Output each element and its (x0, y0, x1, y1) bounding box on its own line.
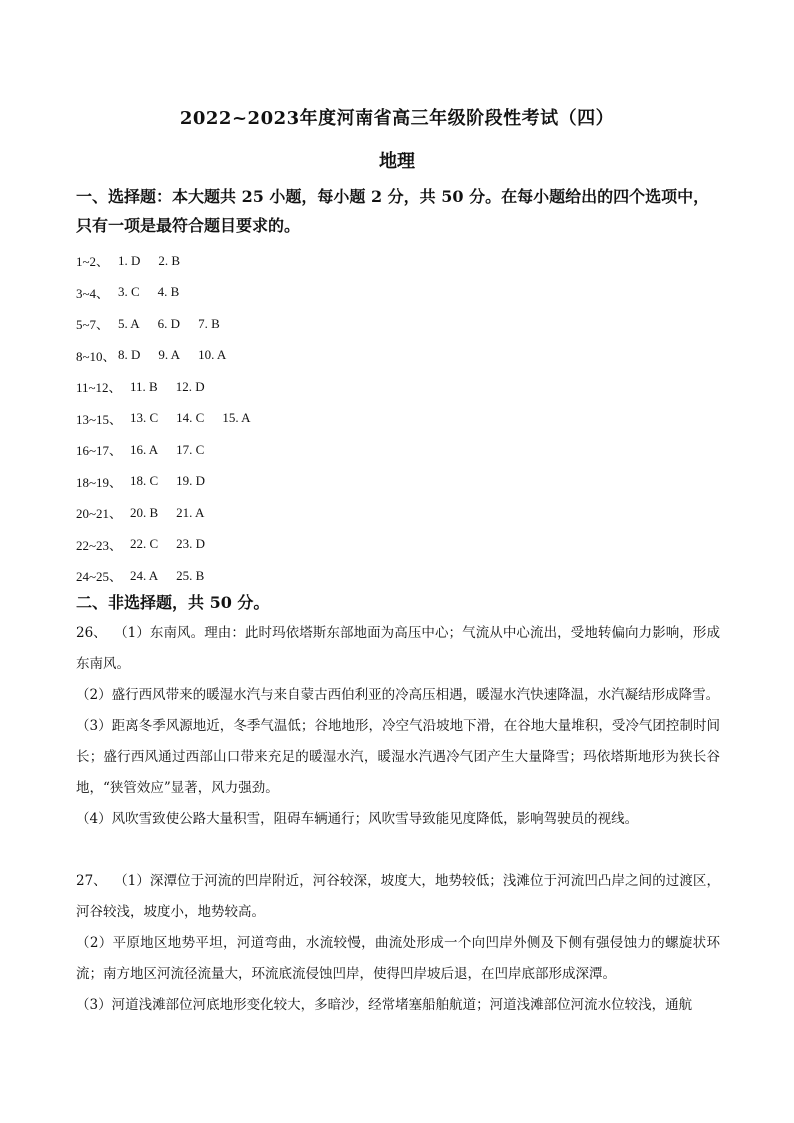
subject-heading: 地理 (379, 151, 415, 172)
question-27 (76, 866, 720, 1021)
q26-part1-text: （1）东南风。理由：此时玛依塔斯东部地面为高压中心；气流从中心流出，受地转偏向力影响，形成东南风。 (76, 625, 720, 672)
answer-item: 17. C (176, 441, 205, 457)
answer-row (76, 277, 476, 309)
answer-range: 8~10、 (76, 348, 116, 364)
q27-part3: （3）河道浅滩部位河底地形变化较大，多暗沙，经常堵塞船舶航道；河道浅滩部位河流水位较浅，通航 (76, 997, 693, 1013)
answer-row (76, 529, 476, 561)
answer-range: 5~7、 (76, 317, 110, 333)
answer-item: 25. B (176, 567, 205, 583)
q26-part1 (76, 618, 720, 680)
answer-row (76, 403, 476, 435)
answer-item: 23. D (176, 536, 206, 552)
answer-range: 20~21、 (76, 506, 123, 522)
answer-range: 16~17、 (76, 443, 123, 459)
answer-item: 5. A (118, 315, 140, 331)
answer-range: 11~12、 (76, 380, 122, 396)
answer-row (76, 560, 476, 592)
answer-item: 1. D (118, 252, 141, 268)
answer-item: 2. B (158, 252, 181, 268)
q26-part4: （4）风吹雪致使公路大量积雪，阻碍车辆通行；风吹雪导致能见度降低，影响驾驶员的视线。 (76, 811, 639, 827)
answer-item: 4. B (157, 284, 180, 300)
answer-item: 19. D (176, 473, 206, 489)
answer-item: 21. A (176, 504, 205, 520)
answer-item: 10. A (198, 347, 227, 363)
question-26 (76, 618, 720, 835)
answer-list (76, 245, 476, 592)
answer-range: 3~4、 (76, 285, 110, 301)
answer-item: 6. D (157, 315, 181, 331)
answer-item: 18. C (130, 473, 159, 489)
answer-item: 15. A (222, 410, 251, 426)
answer-item: 11. B (130, 378, 158, 394)
answer-item: 14. C (176, 410, 205, 426)
q27-part1 (76, 866, 720, 928)
section2-heading: 二、非选择题，共 50 分。 (76, 593, 270, 612)
q26-number: 26、 (76, 625, 107, 641)
answer-row (76, 371, 476, 403)
answer-item: 9. A (158, 347, 181, 363)
q26-part3: （3）距离冬季风源地近，冬季气温低；谷地地形，冷空气沿坡地下滑，在谷地大量堆积，受冷气团控制时间长；盛行西风通过西部山口带来充足的暖湿水汽，暖湿水汽遇冷气团产生大量降雪；玛依塔斯地形为狭长谷地，“狭管效应”显著，风力强劲。 (76, 718, 720, 796)
answer-item: 16. A (130, 441, 159, 457)
answer-item: 13. C (130, 410, 159, 426)
q27-part1-text: （1）深潭位于河流的凹岸附近，河谷较深，坡度大，地势较低；浅滩位于河流凹凸岸之间的过渡区，河谷较浅，坡度小，地势较高。 (76, 873, 720, 920)
answer-row (76, 340, 476, 372)
answer-row (76, 308, 476, 340)
answer-row (76, 434, 476, 466)
answer-row (76, 497, 476, 529)
answer-item: 24. A (130, 567, 159, 583)
answer-item: 3. C (118, 284, 140, 300)
answer-row (76, 245, 476, 277)
answer-item: 22. C (130, 536, 159, 552)
answer-range: 18~19、 (76, 474, 123, 490)
q26-part2: （2）盛行西风带来的暖湿水汽与来自蒙古西伯利亚的冷高压相遇，暖湿水汽快速降温，水汽凝结形成降雪。 (76, 687, 720, 703)
q27-part2: （2）平原地区地势平坦，河道弯曲，水流较慢，曲流处形成一个向凹岸外侧及下侧有强侵蚀力的螺旋状环流；南方地区河流径流量大，环流底流侵蚀凹岸，使得凹岸坡后退，在凹岸底部形成深潭。 (76, 935, 720, 982)
section1-heading: 一、选择题：本大题共 25 小题，每小题 2 分，共 50 分。在每小题给出的四个选项中，只有一项是最符合题目要求的。 (76, 187, 710, 235)
answer-item: 20. B (130, 504, 159, 520)
answer-item: 8. D (118, 347, 141, 363)
answer-item: 12. D (175, 378, 205, 394)
answer-range: 13~15、 (76, 411, 123, 427)
answer-range: 24~25、 (76, 569, 123, 585)
answer-range: 22~23、 (76, 537, 123, 553)
answer-range: 1~2、 (76, 254, 110, 270)
answer-row (76, 466, 476, 498)
answer-item: 7. B (198, 315, 220, 331)
q27-number: 27、 (76, 873, 107, 889)
page-title: 2022~2023年度河南省高三年级阶段性考试（四） (179, 108, 615, 129)
